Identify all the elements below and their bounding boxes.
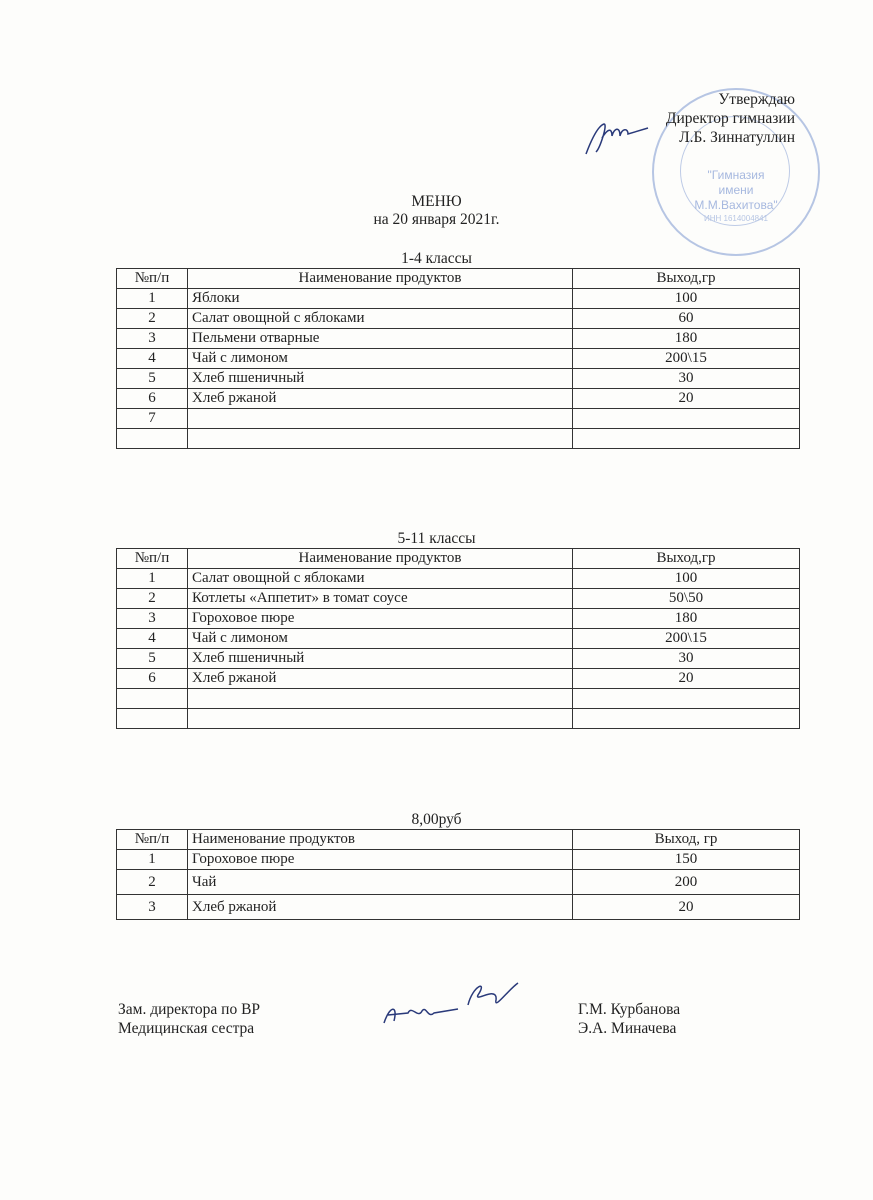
table-row <box>117 409 800 429</box>
table-cell: 2 <box>117 309 188 329</box>
table-cell: 100 <box>573 569 800 589</box>
table-cell: Гороховое пюре <box>188 609 573 629</box>
table-cell: 3 <box>117 329 188 349</box>
table-row <box>117 709 800 729</box>
column-header: Выход,гр <box>573 269 800 289</box>
column-header: Наименование продуктов <box>188 549 573 569</box>
column-header: №п/п <box>117 269 188 289</box>
table-cell: Хлеб ржаной <box>188 389 573 409</box>
table-cell <box>573 409 800 429</box>
table-cell: 200\15 <box>573 349 800 369</box>
nurse-role: Медицинская сестра <box>118 1020 255 1037</box>
approval-label: Утверждаю <box>718 91 795 108</box>
table-cell <box>117 709 188 729</box>
table-cell: 3 <box>117 609 188 629</box>
signature-roles <box>118 1000 260 1038</box>
menu-table-1-4 <box>116 268 800 449</box>
table-cell: 2 <box>117 589 188 609</box>
table-row <box>117 870 800 895</box>
table-cell: 20 <box>573 895 800 920</box>
stamp-inn: ИНН 1614004841 <box>703 214 769 223</box>
table-row <box>117 669 800 689</box>
table-cell <box>573 429 800 449</box>
table-cell: Хлеб пшеничный <box>188 649 573 669</box>
menu-table-5-11 <box>116 548 800 729</box>
deputy-role: Зам. директора по ВР <box>118 1001 261 1018</box>
table-row <box>117 389 800 409</box>
table-cell <box>573 709 800 729</box>
table-cell <box>188 409 573 429</box>
column-header: Выход,гр <box>573 549 800 569</box>
table-header-row <box>117 269 800 289</box>
table-cell: 1 <box>117 289 188 309</box>
table-caption: 1-4 классы <box>401 250 472 267</box>
table-cell: 1 <box>117 850 188 870</box>
column-header: №п/п <box>117 830 188 850</box>
table-cell: Чай с лимоном <box>188 629 573 649</box>
stamp-line: имени <box>718 183 754 197</box>
table-row <box>117 569 800 589</box>
table-cell: 60 <box>573 309 800 329</box>
table-cell: 1 <box>117 569 188 589</box>
table-cell: Хлеб ржаной <box>188 669 573 689</box>
table-row <box>117 329 800 349</box>
table-cell: 180 <box>573 609 800 629</box>
table-cell: 4 <box>117 629 188 649</box>
table-cell: 200\15 <box>573 629 800 649</box>
table-cell: Чай <box>188 870 573 895</box>
column-header: Наименование продуктов <box>188 269 573 289</box>
director-name: Л.Б. Зиннатуллин <box>679 129 795 146</box>
table-cell: Хлеб пшеничный <box>188 369 573 389</box>
table-cell: 100 <box>573 289 800 309</box>
menu-table-8rub <box>116 829 800 920</box>
table-row <box>117 850 800 870</box>
table-row <box>117 369 800 389</box>
table-row <box>117 429 800 449</box>
menu-heading: МЕНЮ <box>411 193 462 210</box>
table-cell: Гороховое пюре <box>188 850 573 870</box>
table-cell: 20 <box>573 389 800 409</box>
table-cell: Хлеб ржаной <box>188 895 573 920</box>
table-caption: 5-11 классы <box>397 530 476 547</box>
table-row <box>117 895 800 920</box>
table-cell <box>117 689 188 709</box>
signature-names <box>578 1000 680 1038</box>
table-cell: 5 <box>117 369 188 389</box>
table-cell: 6 <box>117 669 188 689</box>
table-row <box>117 289 800 309</box>
menu-title <box>0 193 873 229</box>
stamp-line: "Гимназия <box>707 168 765 182</box>
table-cell: 20 <box>573 669 800 689</box>
table-cell: 6 <box>117 389 188 409</box>
table-cell <box>188 429 573 449</box>
table-cell: 2 <box>117 870 188 895</box>
table-row <box>117 349 800 369</box>
table-cell <box>188 689 573 709</box>
table-cell: 7 <box>117 409 188 429</box>
table-cell: 3 <box>117 895 188 920</box>
table-row <box>117 609 800 629</box>
table-cell: 180 <box>573 329 800 349</box>
table-row <box>117 589 800 609</box>
table-row <box>117 689 800 709</box>
table-row <box>117 629 800 649</box>
table-header-row <box>117 549 800 569</box>
table-cell: Чай с лимоном <box>188 349 573 369</box>
column-header: Наименование продуктов <box>188 830 573 850</box>
table-cell: Салат овощной с яблоками <box>188 309 573 329</box>
menu-date: на 20 января 2021г. <box>373 211 500 228</box>
nurse-name: Э.А. Миначева <box>578 1020 677 1037</box>
table-row <box>117 649 800 669</box>
table-cell: 150 <box>573 850 800 870</box>
deputy-name: Г.М. Курбанова <box>578 1001 681 1018</box>
table-cell: Салат овощной с яблоками <box>188 569 573 589</box>
table-cell: Котлеты «Аппетит» в томат соусе <box>188 589 573 609</box>
table-cell: 30 <box>573 369 800 389</box>
table-row <box>117 309 800 329</box>
stamp-line: М.М.Вахитова" <box>694 198 778 212</box>
table-caption: 8,00руб <box>411 811 462 828</box>
table-cell <box>117 429 188 449</box>
director-signature <box>582 118 652 158</box>
table-cell: Яблоки <box>188 289 573 309</box>
table-cell: Пельмени отварные <box>188 329 573 349</box>
handwritten-signatures <box>378 975 528 1035</box>
approval-block <box>666 90 795 147</box>
table-cell <box>573 689 800 709</box>
column-header: №п/п <box>117 549 188 569</box>
table-cell: 30 <box>573 649 800 669</box>
director-title: Директор гимназии <box>665 110 795 127</box>
table-cell <box>188 709 573 729</box>
table-cell: 50\50 <box>573 589 800 609</box>
table-cell: 4 <box>117 349 188 369</box>
column-header: Выход, гр <box>573 830 800 850</box>
table-cell: 200 <box>573 870 800 895</box>
table-cell: 5 <box>117 649 188 669</box>
table-header-row <box>117 830 800 850</box>
